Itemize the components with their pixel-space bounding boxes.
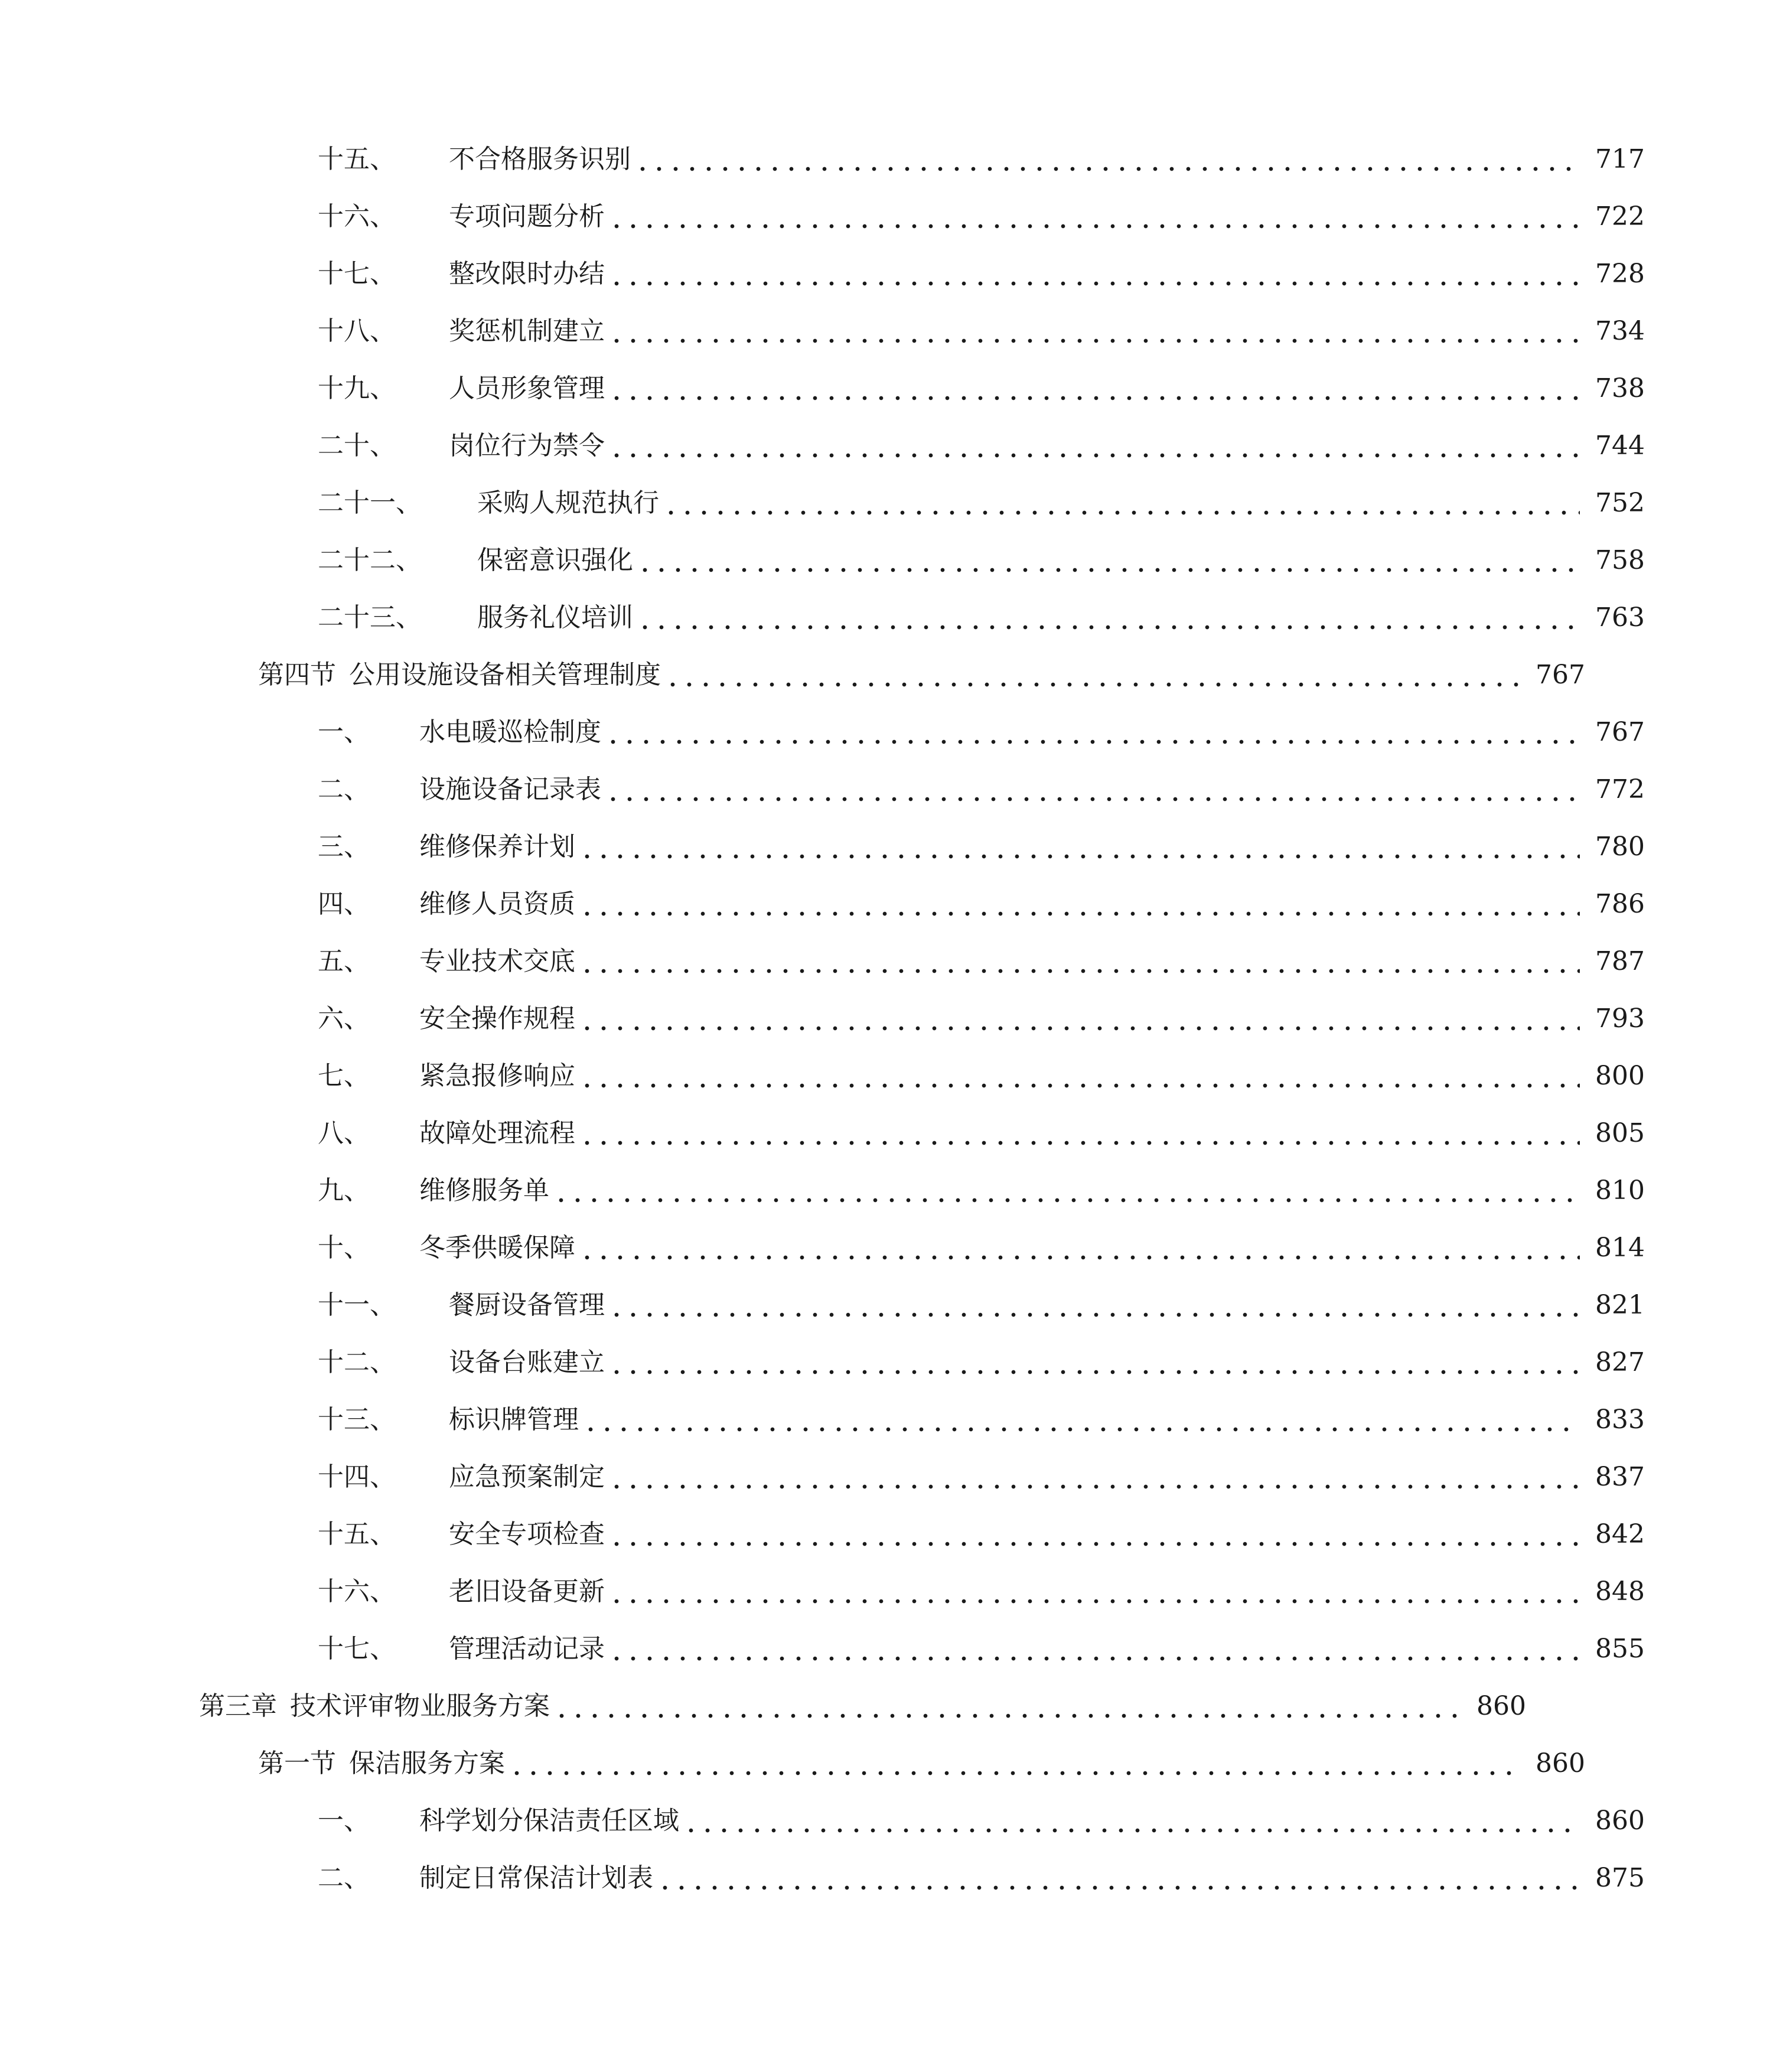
- toc-entry[interactable]: [0, 766, 1783, 813]
- toc-entry[interactable]: [0, 1339, 1783, 1386]
- toc-entry-title: 服务礼仪培训: [477, 602, 633, 633]
- toc-entry-page: 837: [1595, 1462, 1645, 1492]
- toc-entry[interactable]: [0, 881, 1783, 928]
- toc-entry-title: 保密意识强化: [477, 545, 633, 575]
- toc-entry[interactable]: [0, 1110, 1783, 1157]
- toc-entry-title: 安全操作规程: [419, 1004, 575, 1034]
- toc-entry-page: 855: [1595, 1634, 1645, 1664]
- toc-entry-number: 第四节: [258, 660, 336, 690]
- toc-entry-number: 十七、: [318, 1634, 396, 1664]
- toc-entry-page: 772: [1595, 774, 1645, 804]
- toc-entry-title: 技术评审物业服务方案: [290, 1691, 550, 1721]
- toc-entry[interactable]: [0, 995, 1783, 1042]
- toc-entry-page: 767: [1595, 717, 1645, 747]
- toc-entry-page: 786: [1595, 889, 1645, 919]
- toc-entry-title: 设备台账建立: [449, 1347, 605, 1377]
- toc-entry-number: 一、: [318, 717, 370, 747]
- dot-leader: [509, 1740, 1520, 1787]
- toc-entry-page: 744: [1595, 431, 1645, 461]
- toc-entry-title: 科学划分保洁责任区域: [419, 1806, 679, 1836]
- toc-entry[interactable]: [0, 1797, 1783, 1845]
- toc-entry-number: 四、: [318, 889, 370, 919]
- toc-entry[interactable]: [0, 1855, 1783, 1902]
- toc-entry-section[interactable]: [0, 651, 1723, 699]
- toc-entry-page: 752: [1595, 488, 1645, 518]
- dot-leader: [608, 1568, 1580, 1615]
- dot-leader: [579, 1053, 1580, 1100]
- toc-entry[interactable]: [0, 938, 1783, 985]
- toc-entry-title: 标识牌管理: [449, 1405, 579, 1435]
- toc-entry[interactable]: [0, 823, 1783, 871]
- toc-entry-title: 冬季供暖保障: [419, 1233, 575, 1263]
- toc-entry-number: 十一、: [318, 1290, 396, 1320]
- toc-entry-page: 833: [1595, 1405, 1645, 1435]
- toc-entry-title: 不合格服务识别: [449, 144, 631, 174]
- toc-entry-number: 十九、: [318, 373, 396, 403]
- toc-entry-page: 814: [1595, 1233, 1645, 1263]
- dot-leader: [637, 537, 1580, 584]
- toc-entry[interactable]: [0, 1511, 1783, 1558]
- dot-leader: [608, 250, 1580, 298]
- toc-entry-title: 岗位行为禁令: [449, 431, 605, 461]
- toc-entry-number: 十六、: [318, 201, 396, 232]
- toc-entry[interactable]: [0, 1625, 1783, 1673]
- toc-entry-page: 738: [1595, 373, 1645, 403]
- toc-entry-title: 维修服务单: [419, 1175, 549, 1206]
- toc-entry-number: 十、: [318, 1233, 370, 1263]
- toc-entry[interactable]: [0, 537, 1783, 584]
- toc-entry-number: 二十二、: [318, 545, 422, 575]
- toc-entry-section[interactable]: [0, 1740, 1723, 1787]
- dot-leader: [608, 365, 1580, 412]
- toc-entry-number: 十七、: [318, 259, 396, 289]
- toc-entry[interactable]: [0, 1454, 1783, 1501]
- toc-entry-title: 奖惩机制建立: [449, 316, 605, 346]
- toc-entry-number: 三、: [318, 832, 370, 862]
- dot-leader: [608, 422, 1580, 470]
- toc-entry-page: 767: [1536, 660, 1585, 690]
- dot-leader: [553, 1167, 1580, 1214]
- toc-entry-page: 842: [1595, 1519, 1645, 1549]
- dot-leader: [637, 594, 1580, 641]
- toc-entry[interactable]: [0, 136, 1783, 183]
- toc-entry-number: 二十一、: [318, 488, 422, 518]
- dot-leader: [663, 480, 1580, 527]
- toc-entry[interactable]: [0, 250, 1783, 298]
- toc-entry-number: 七、: [318, 1061, 370, 1091]
- dot-leader: [579, 823, 1580, 871]
- toc-entry-title: 设施设备记录表: [419, 774, 601, 804]
- toc-entry-page: 734: [1595, 316, 1645, 346]
- toc-entry[interactable]: [0, 1167, 1783, 1214]
- toc-entry[interactable]: [0, 422, 1783, 470]
- dot-leader: [608, 1454, 1580, 1501]
- dot-leader: [579, 938, 1580, 985]
- toc-entry-title: 保洁服务方案: [349, 1748, 505, 1778]
- dot-leader: [579, 1110, 1580, 1157]
- toc-entry-number: 九、: [318, 1175, 370, 1206]
- toc-entry-page: 800: [1595, 1061, 1645, 1091]
- toc-entry-title: 餐厨设备管理: [449, 1290, 605, 1320]
- toc-entry[interactable]: [0, 480, 1783, 527]
- toc-entry-title: 专业技术交底: [419, 946, 575, 976]
- toc-entry-number: 第三章: [199, 1691, 277, 1721]
- toc-entry[interactable]: [0, 308, 1783, 355]
- toc-entry-title: 公用设施设备相关管理制度: [349, 660, 661, 690]
- toc-entry[interactable]: [0, 1396, 1783, 1444]
- toc-entry-title: 制定日常保洁计划表: [419, 1863, 653, 1893]
- toc-entry-page: 728: [1595, 259, 1645, 289]
- toc-entry-number: 五、: [318, 946, 370, 976]
- toc-entry-title: 人员形象管理: [449, 373, 605, 403]
- toc-entry-title: 老旧设备更新: [449, 1576, 605, 1607]
- toc-entry-page: 763: [1595, 602, 1645, 633]
- toc-entry-number: 二十三、: [318, 602, 422, 633]
- toc-entry-number: 十三、: [318, 1405, 396, 1435]
- toc-entry[interactable]: [0, 365, 1783, 412]
- toc-entry-page: 848: [1595, 1576, 1645, 1607]
- toc-entry-title: 水电暖巡检制度: [419, 717, 601, 747]
- dot-leader: [608, 1339, 1580, 1386]
- toc-entry-page: 805: [1595, 1118, 1645, 1148]
- dot-leader: [553, 1683, 1461, 1730]
- toc-entry-number: 八、: [318, 1118, 370, 1148]
- toc-entry[interactable]: [0, 1224, 1783, 1272]
- dot-leader: [683, 1797, 1580, 1845]
- toc-entry-number: 十六、: [318, 1576, 396, 1607]
- toc-entry-title: 应急预案制定: [449, 1462, 605, 1492]
- dot-leader: [608, 1511, 1580, 1558]
- toc-entry-page: 787: [1595, 946, 1645, 976]
- toc-entry-page: 821: [1595, 1290, 1645, 1320]
- toc-entry-page: 780: [1595, 832, 1645, 862]
- toc-entry-number: 二、: [318, 774, 370, 804]
- dot-leader: [579, 995, 1580, 1042]
- toc-entry-title: 管理活动记录: [449, 1634, 605, 1664]
- toc-entry-number: 十五、: [318, 1519, 396, 1549]
- dot-leader: [582, 1396, 1580, 1444]
- toc-entry-title: 维修保养计划: [419, 832, 575, 862]
- toc-entry-page: 758: [1595, 545, 1645, 575]
- toc-entry-page: 793: [1595, 1004, 1645, 1034]
- dot-leader: [664, 651, 1520, 699]
- toc-entry[interactable]: [0, 193, 1783, 240]
- toc-entry-number: 十八、: [318, 316, 396, 346]
- toc-entry-title: 采购人规范执行: [477, 488, 659, 518]
- toc-entry-page: 722: [1595, 201, 1645, 232]
- toc-entry-page: 717: [1595, 144, 1645, 174]
- dot-leader: [634, 136, 1580, 183]
- dot-leader: [579, 881, 1580, 928]
- dot-leader: [657, 1855, 1580, 1902]
- toc-entry-number: 一、: [318, 1806, 370, 1836]
- dot-leader: [605, 709, 1580, 756]
- toc-entry-number: 六、: [318, 1004, 370, 1034]
- toc-entry[interactable]: [0, 709, 1783, 756]
- toc-entry-number: 二、: [318, 1863, 370, 1893]
- toc-entry[interactable]: [0, 1053, 1783, 1100]
- dot-leader: [608, 1282, 1580, 1329]
- toc-entry-page: 827: [1595, 1347, 1645, 1377]
- toc-entry-title: 维修人员资质: [419, 889, 575, 919]
- toc-entry[interactable]: [0, 1282, 1783, 1329]
- toc-entry-number: 十五、: [318, 144, 396, 174]
- toc-entry[interactable]: [0, 594, 1783, 641]
- toc-entry-title: 整改限时办结: [449, 259, 605, 289]
- dot-leader: [605, 766, 1580, 813]
- toc-entry-number: 二十、: [318, 431, 396, 461]
- toc-entry-chapter[interactable]: [0, 1683, 1664, 1730]
- dot-leader: [579, 1224, 1580, 1272]
- toc-entry-title: 安全专项检查: [449, 1519, 605, 1549]
- toc-entry-title: 紧急报修响应: [419, 1061, 575, 1091]
- toc-entry-page: 860: [1595, 1806, 1645, 1836]
- toc-entry-title: 故障处理流程: [419, 1118, 575, 1148]
- toc-entry-page: 810: [1595, 1175, 1645, 1206]
- toc-entry-number: 十二、: [318, 1347, 396, 1377]
- toc-entry[interactable]: [0, 1568, 1783, 1615]
- toc-entry-title: 专项问题分析: [449, 201, 605, 232]
- toc-entry-page: 860: [1536, 1748, 1585, 1778]
- dot-leader: [608, 308, 1580, 355]
- toc-entry-page: 860: [1476, 1691, 1526, 1721]
- dot-leader: [608, 1625, 1580, 1673]
- dot-leader: [608, 193, 1580, 240]
- toc-entry-number: 十四、: [318, 1462, 396, 1492]
- toc-entry-number: 第一节: [258, 1748, 336, 1778]
- toc-entry-page: 875: [1595, 1863, 1645, 1893]
